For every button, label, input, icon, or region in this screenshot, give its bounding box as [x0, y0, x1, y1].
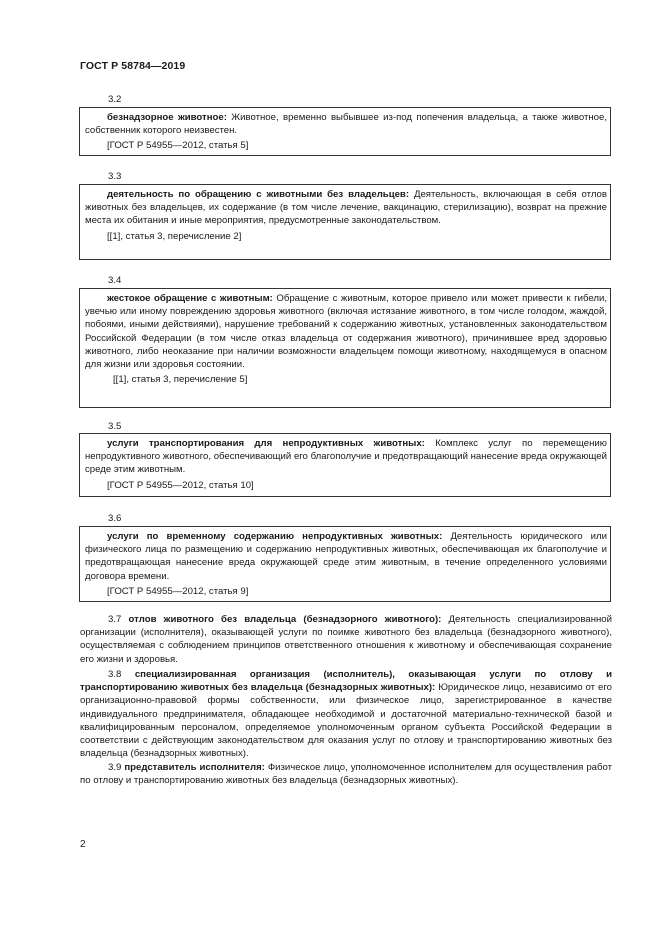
term-box [79, 433, 611, 497]
term-text: Обращение с животным, которое привело или может привести к гибели, увечью или иному повреждению здоровья животного (включая истязание животного, в том числе голодом, жаждой, побоями, иными действиями), нарушение требований к содержанию животных, установленных законодательством Российской Федерации (в том числе отказ владельца от содержания животного), причинившее вред здоровью животного, либо неоказание при наличии возможности владельцем помощи животному, находящемуся в опасном для жизни или здоровья состоянии. [85, 293, 607, 371]
term-box [79, 107, 611, 156]
term-number: 3.3 [108, 171, 122, 182]
term-number: 3.7 [108, 614, 122, 625]
term-definition [85, 111, 607, 137]
term-paragraph [80, 668, 612, 760]
page-number: 2 [80, 839, 86, 850]
term-name: жестокое обращение с животным: [107, 293, 273, 304]
term-source: [[1], статья 3, перечисление 2] [107, 230, 242, 242]
term-source: [[1], статья 3, перечисление 5] [113, 374, 248, 386]
term-text: Физическое лицо, уполномоченное исполнителем для осуществления работ по отлову и транспортированию животных без владельца (безнадзорных животных). [80, 762, 613, 787]
term-number: 3.2 [108, 94, 122, 105]
term-name: услуги по временному содержанию непродуктивных животных: [107, 531, 443, 542]
term-number: 3.9 [108, 762, 122, 773]
term-name: представитель исполнителя: [124, 762, 265, 773]
term-paragraph [80, 761, 612, 787]
term-text: Животное, временно выбывшее из-под попечения владельца, а также животное, собственник которого неизвестен. [85, 112, 607, 137]
term-name: деятельность по обращению с животными без владельцев: [107, 189, 410, 200]
term-definition [85, 437, 607, 477]
term-source: [ГОСТ Р 54955—2012, статья 9] [107, 585, 249, 597]
term-definition [85, 530, 607, 583]
term-name: безнадзорное животное: [107, 112, 227, 123]
term-number: 3.5 [108, 421, 122, 432]
term-box [79, 526, 611, 602]
term-number: 3.8 [108, 669, 122, 680]
term-definition [85, 292, 607, 371]
term-text: Деятельность юридического или физического лица по размещению и содержанию непродуктивных животных, обеспечивающая их благополучие и предотвращающая нанесение вреда окружающей среде этим животным, в течение определенного условиями договора времени. [85, 531, 607, 582]
term-name: специализированная организация (исполнитель), оказывающая услуги по отлову и транспортированию животных без владельца (безнадзорных животных): [80, 669, 612, 694]
term-name: отлов животного без владельца (безнадзорного животного): [128, 614, 442, 625]
term-definition [85, 188, 607, 228]
term-text: Комплекс услуг по перемещению непродуктивного животного, обеспечивающий его благополучие и предотвращающий нанесение вреда окружающей среде этим животным. [85, 438, 607, 476]
term-number: 3.6 [108, 513, 122, 524]
term-text: Деятельность специализированной организации (исполнителя), оказывающей услуги по поимке животного без владельца (безнадзорного животного), осуществляемая с соблюдением принципов ответственного отношения к животному и обеспечивающая сохранение его жизни и здоровья. [80, 614, 613, 665]
term-text: Юридическое лицо, независимо от его организационно-правовой формы собственности, или физическое лицо, зарегистрированное в качестве индивидуального предпринимателя, обладающее необходимой и достаточной материально-технической базой и квалифицированным персоналом, определяемое уполномоченным органом субъекта Российской Федерации в соответствии с действующим законодательством для оказания услуг по отлову и транспортированию животных без владельца (безнадзорных животных). [80, 682, 612, 760]
term-text: Деятельность, включающая в себя отлов животных без владельцев, их содержание (в том числе лечение, вакцинацию, стерилизацию), возврат на прежние места их обитания и иные мероприятия, предусмотренные законодательством. [85, 189, 607, 227]
term-source: [ГОСТ Р 54955—2012, статья 10] [107, 479, 254, 491]
term-box [79, 184, 611, 260]
term-box [79, 288, 611, 408]
term-name: услуги транспортирования для непродуктивных животных: [107, 438, 425, 449]
term-paragraph [80, 613, 612, 666]
term-number: 3.4 [108, 275, 122, 286]
term-source: [ГОСТ Р 54955—2012, статья 5] [107, 140, 249, 152]
document-header: ГОСТ Р 58784—2019 [80, 60, 186, 72]
